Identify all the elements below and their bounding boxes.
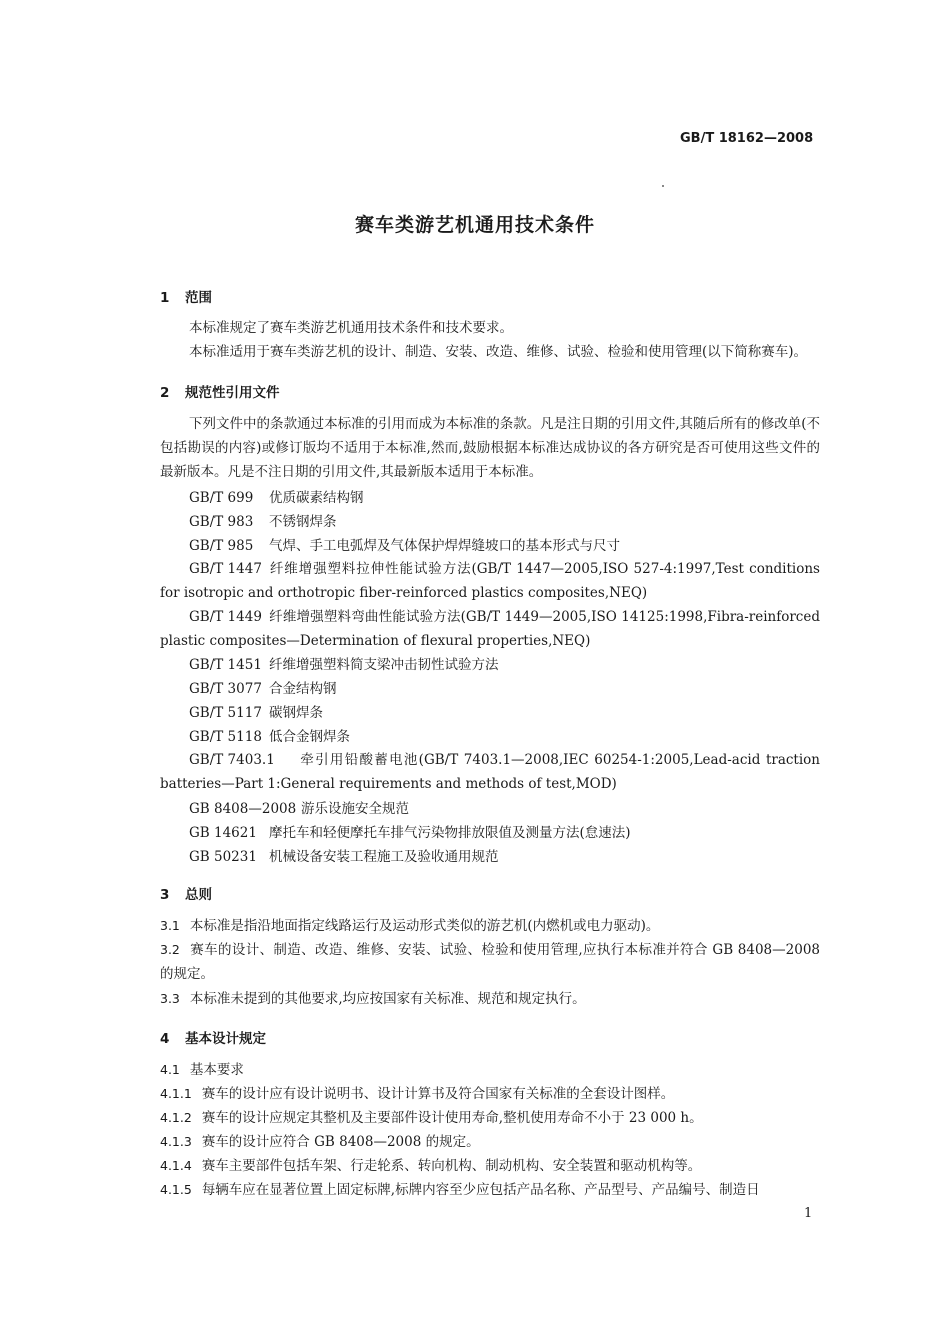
reference-title: 低合金钢焊条 <box>269 729 350 745</box>
reference-item <box>189 534 620 554</box>
clause-text: 赛车的设计、制造、改造、维修、安装、试验、检验和使用管理,应执行本标准并符合 GB 8408—2008 的规定。 <box>160 942 820 982</box>
reference-item <box>160 748 820 796</box>
section-2-intro: 下列文件中的条款通过本标准的引用而成为本标准的条款。凡是注日期的引用文件,其随后所有的修改单(不包括勘误的内容)或修订版均不适用于本标准,然而,鼓励根据本标准达成协议的各方研究是否可使用这些文件的最新版本。凡是不注日期的引用文件,其最新版本适用于本标准。 <box>160 416 820 480</box>
clause <box>160 987 820 1011</box>
clause-text: 本标准是指沿地面指定线路运行及运动形式类似的游艺机(内燃机或电力驱动)。 <box>189 918 660 934</box>
clause <box>160 1106 820 1130</box>
reference-title: 合金结构钢 <box>269 681 337 697</box>
page-number: 1 <box>804 1206 813 1221</box>
scan-speck <box>662 185 664 187</box>
reference-code: GB/T 1451 <box>189 657 262 673</box>
reference-title: 牵引用铅酸蓄电池(GB/T 7403.1—2008,IEC 60254-1:2005,Lead-acid traction batteries—Part 1:General requirements and methods of test,MOD) <box>160 752 820 792</box>
clause-number: 4.1.5 <box>160 1182 192 1197</box>
clause <box>160 1130 820 1154</box>
section-title: 基本设计规定 <box>185 1031 266 1047</box>
section-1-paragraph-1: 本标准规定了赛车类游艺机通用技术条件和技术要求。 <box>189 320 513 336</box>
reference-code: GB/T 1447 <box>189 561 262 577</box>
reference-item <box>189 725 350 745</box>
clause-number: 4.1.2 <box>160 1110 192 1125</box>
reference-code: GB/T 5118 <box>189 729 262 745</box>
section-2-heading <box>160 381 280 401</box>
clause-text: 赛车的设计应符合 GB 8408—2008 的规定。 <box>201 1134 480 1150</box>
reference-code: GB 8408—2008 <box>189 801 297 817</box>
section-number: 3 <box>160 887 170 903</box>
reference-item <box>189 701 323 721</box>
reference-title: 纤维增强塑料弯曲性能试验方法(GB/T 1449—2005,ISO 14125:1998,Fibra-reinforced plastic composites—Determination of flexural properties,NEQ) <box>160 609 820 649</box>
reference-title: 气焊、手工电弧焊及气体保护焊焊缝坡口的基本形式与尺寸 <box>269 538 620 554</box>
reference-code: GB/T 7403.1 <box>189 752 275 768</box>
reference-title: 碳钢焊条 <box>269 705 323 721</box>
section-title: 规范性引用文件 <box>185 385 280 401</box>
reference-item <box>189 797 409 817</box>
clause-number: 3.2 <box>160 942 180 957</box>
clause <box>160 1178 820 1202</box>
clause-text: 赛车主要部件包括车架、行走轮系、转向机构、制动机构、安全装置和驱动机构等。 <box>201 1158 702 1174</box>
reference-title: 纤维增强塑料拉伸性能试验方法(GB/T 1447—2005,ISO 527-4:1997,Test conditions for isotropic and orthotropic fiber-reinforced plastics composites,NEQ) <box>160 561 820 601</box>
reference-title: 机械设备安装工程施工及验收通用规范 <box>269 849 499 865</box>
document-title: 赛车类游艺机通用技术条件 <box>354 214 595 236</box>
reference-code: GB 50231 <box>189 849 257 865</box>
section-1-paragraph-2: 本标准适用于赛车类游艺机的设计、制造、安装、改造、维修、试验、检验和使用管理(以下简称赛车)。 <box>189 344 808 360</box>
reference-code: GB 14621 <box>189 825 257 841</box>
clause <box>160 938 820 986</box>
clause-text: 本标准未提到的其他要求,均应按国家有关标准、规范和规定执行。 <box>189 991 586 1007</box>
clause-number: 4.1 <box>160 1062 180 1077</box>
section-3-heading <box>160 883 212 903</box>
reference-title: 游乐设施安全规范 <box>301 801 409 817</box>
reference-code: GB/T 5117 <box>189 705 262 721</box>
clause <box>160 1154 820 1178</box>
clause-text: 赛车的设计应规定其整机及主要部件设计使用寿命,整机使用寿命不小于 23 000 h。 <box>201 1110 703 1126</box>
section-1-heading <box>160 286 212 306</box>
reference-item <box>189 677 337 697</box>
section-number: 2 <box>160 385 170 401</box>
clause-number: 3.1 <box>160 918 180 933</box>
reference-title: 纤维增强塑料简支梁冲击韧性试验方法 <box>269 657 499 673</box>
clause-number: 4.1.3 <box>160 1134 192 1149</box>
section-number: 1 <box>160 290 170 306</box>
standard-code: GB/T 18162—2008 <box>680 131 814 146</box>
reference-item <box>160 557 820 605</box>
clause-text: 基本要求 <box>189 1062 244 1078</box>
clause-text: 赛车的设计应有设计说明书、设计计算书及符合国家有关标准的全套设计图样。 <box>201 1086 675 1102</box>
section-title: 范围 <box>185 290 212 306</box>
reference-title: 优质碳素结构钢 <box>269 490 364 506</box>
reference-item <box>189 821 631 841</box>
reference-code: GB/T 983 <box>189 514 254 530</box>
reference-title: 不锈钢焊条 <box>269 514 337 530</box>
reference-title: 摩托车和轻便摩托车排气污染物排放限值及测量方法(怠速法) <box>269 825 631 841</box>
section-4-heading <box>160 1027 266 1047</box>
clause <box>160 1058 820 1082</box>
clause-number: 4.1.1 <box>160 1086 192 1101</box>
clause-text: 每辆车应在显著位置上固定标牌,标牌内容至少应包括产品名称、产品型号、产品编号、制造日 <box>201 1182 760 1198</box>
reference-code: GB/T 1449 <box>189 609 262 625</box>
reference-item <box>189 653 499 673</box>
reference-item <box>189 486 364 506</box>
reference-item <box>160 605 820 653</box>
reference-code: GB/T 699 <box>189 490 254 506</box>
clause-number: 3.3 <box>160 991 180 1006</box>
clause-number: 4.1.4 <box>160 1158 192 1173</box>
section-title: 总则 <box>185 887 212 903</box>
clause <box>160 914 820 938</box>
reference-code: GB/T 985 <box>189 538 254 554</box>
clause <box>160 1082 820 1106</box>
reference-item <box>189 510 337 530</box>
reference-code: GB/T 3077 <box>189 681 262 697</box>
reference-item <box>189 845 499 865</box>
section-number: 4 <box>160 1031 170 1047</box>
